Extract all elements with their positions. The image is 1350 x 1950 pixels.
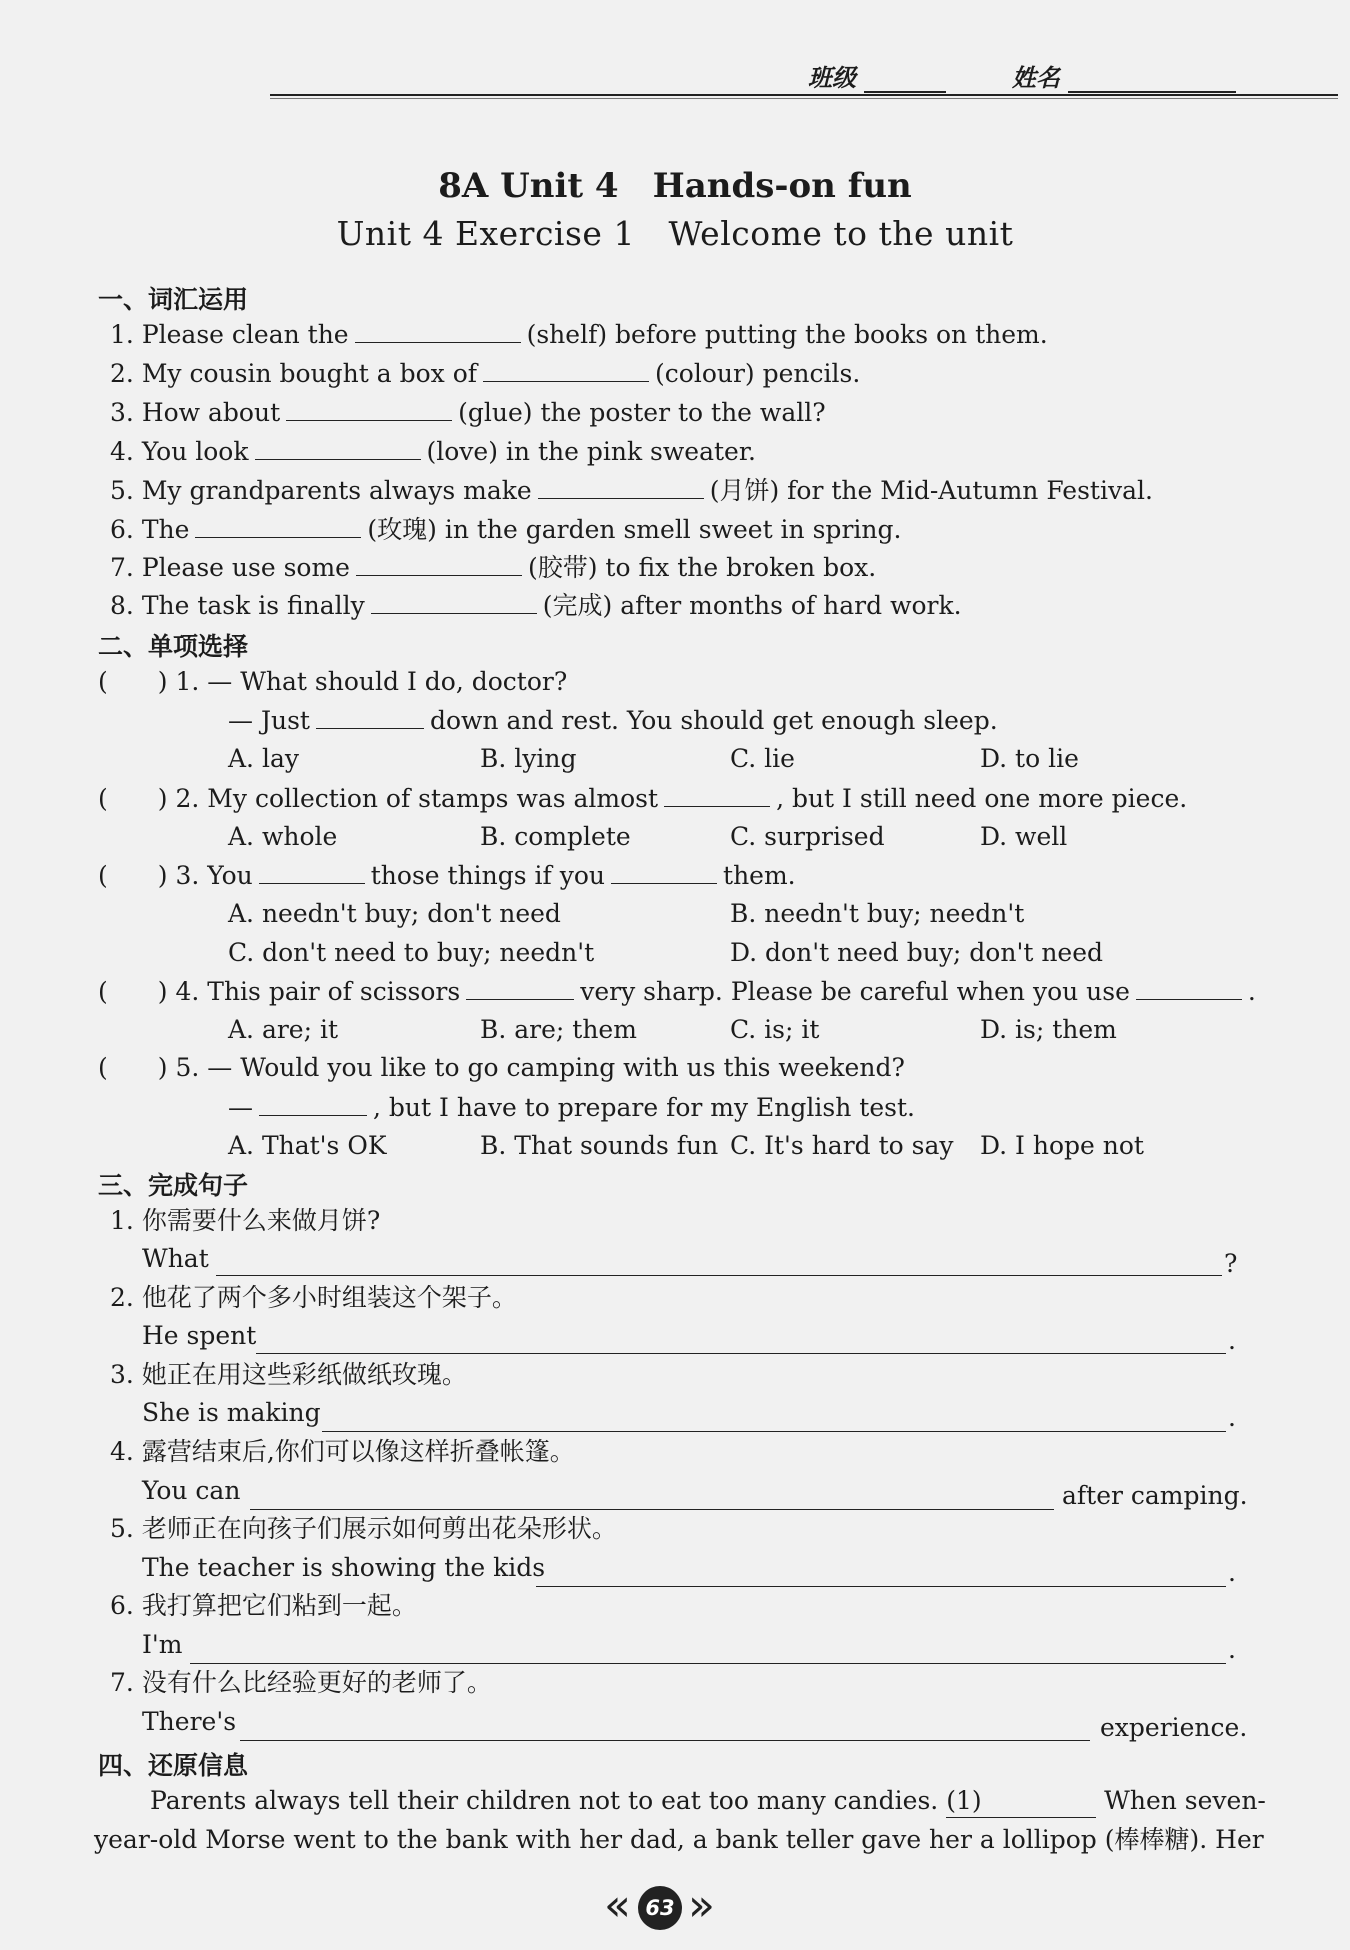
section3-heading: 三、完成句子 xyxy=(98,1171,249,1200)
answer-line[interactable] xyxy=(216,1274,1222,1276)
option[interactable]: C. don't need to buy; needn't xyxy=(228,938,595,967)
section2-heading: 二、单项选择 xyxy=(98,632,249,661)
answer-line[interactable] xyxy=(250,1508,1054,1510)
class-blank[interactable] xyxy=(864,65,946,93)
translation-item-2: 2. 他花了两个多小时组装这个架子。 xyxy=(110,1283,517,1312)
translation-item-5: 5. 老师正在向孩子们展示如何剪出花朵形状。 xyxy=(110,1514,617,1543)
answer-blank[interactable] xyxy=(286,396,452,421)
answer-blank[interactable] xyxy=(356,551,522,576)
vocab-item-1: 1. Please clean the (shelf) before putting the books on them. xyxy=(110,320,1048,349)
answer-blank[interactable] xyxy=(259,1091,367,1116)
answer-blank[interactable] xyxy=(1136,975,1242,1000)
name-field xyxy=(1012,58,1236,93)
option[interactable]: B. complete xyxy=(480,822,631,851)
chevron-left-icon: « xyxy=(604,1880,631,1931)
answer-paren[interactable]: ( ) xyxy=(98,977,168,1006)
sentence-end: ? xyxy=(1224,1249,1238,1278)
answer-blank[interactable] xyxy=(371,589,537,614)
mc-question-5-reply: — , but I have to prepare for my English test. xyxy=(228,1093,915,1122)
answer-blank[interactable] xyxy=(195,513,361,538)
option[interactable]: C. It's hard to say xyxy=(730,1131,954,1160)
translation-item-4: 4. 露营结束后,你们可以像这样折叠帐篷。 xyxy=(110,1437,575,1466)
vocab-item-2: 2. My cousin bought a box of (colour) pencils. xyxy=(110,359,861,388)
header-rule xyxy=(270,94,1338,96)
mc-question-1: ( ) 1. — What should I do, doctor? xyxy=(98,667,568,696)
sentence-end: . xyxy=(1228,1403,1236,1432)
answer-blank[interactable] xyxy=(538,474,704,499)
answer-blank[interactable] xyxy=(611,859,717,884)
answer-line[interactable] xyxy=(322,1430,1226,1432)
section4-heading: 四、还原信息 xyxy=(98,1751,249,1780)
name-blank[interactable] xyxy=(1068,65,1236,93)
answer-line[interactable] xyxy=(536,1585,1226,1587)
page-title: 8A Unit 4 Hands-on fun xyxy=(438,166,912,206)
translation-item-1: 1. 你需要什么来做月饼? xyxy=(110,1206,381,1235)
answer-paren[interactable]: ( ) xyxy=(98,667,168,696)
option[interactable]: A. are; it xyxy=(228,1015,339,1044)
option[interactable]: D. is; them xyxy=(980,1015,1117,1044)
sentence-end: experience. xyxy=(1100,1713,1248,1742)
sentence-start: There's xyxy=(142,1707,237,1736)
option[interactable]: D. don't need buy; don't need xyxy=(730,938,1104,967)
answer-blank[interactable] xyxy=(483,357,649,382)
answer-blank[interactable] xyxy=(664,782,770,807)
translation-item-7: 7. 没有什么比经验更好的老师了。 xyxy=(110,1668,492,1697)
option[interactable]: B. are; them xyxy=(480,1015,637,1044)
passage-blank-1[interactable]: (1) xyxy=(946,1785,1096,1818)
sentence-end: . xyxy=(1228,1635,1236,1664)
sentence-end: . xyxy=(1228,1326,1236,1355)
answer-paren[interactable]: ( ) xyxy=(98,861,168,890)
mc-question-3: ( ) 3. You those things if you them. xyxy=(98,861,796,890)
option[interactable]: C. is; it xyxy=(730,1015,820,1044)
sentence-end: . xyxy=(1228,1558,1236,1587)
mc-question-5: ( ) 5. — Would you like to go camping with us this weekend? xyxy=(98,1053,905,1082)
passage-line-2: year-old Morse went to the bank with her dad, a bank teller gave her a lollipop (棒棒糖). Her xyxy=(94,1825,1264,1854)
mc-question-2: ( ) 2. My collection of stamps was almost , but I still need one more piece. xyxy=(98,784,1188,813)
answer-blank[interactable] xyxy=(466,975,574,1000)
sentence-start: What xyxy=(142,1244,209,1273)
answer-paren[interactable]: ( ) xyxy=(98,784,168,813)
option[interactable]: D. I hope not xyxy=(980,1131,1144,1160)
chevron-right-icon: » xyxy=(688,1880,715,1931)
vocab-item-7: 7. Please use some (胶带) to fix the broken box. xyxy=(110,553,877,582)
option[interactable]: C. lie xyxy=(730,744,795,773)
answer-line[interactable] xyxy=(190,1662,1226,1664)
translation-item-3: 3. 她正在用这些彩纸做纸玫瑰。 xyxy=(110,1360,467,1389)
vocab-item-6: 6. The (玫瑰) in the garden smell sweet in spring. xyxy=(110,515,902,544)
answer-line[interactable] xyxy=(256,1352,1226,1354)
sentence-start: I'm xyxy=(142,1630,183,1659)
option[interactable]: B. lying xyxy=(480,744,577,773)
header-rule-thin xyxy=(270,98,1338,99)
answer-blank[interactable] xyxy=(355,318,521,343)
class-label: 班级 xyxy=(808,64,856,92)
vocab-item-3: 3. How about (glue) the poster to the wall? xyxy=(110,398,826,427)
sentence-start: She is making xyxy=(142,1398,321,1427)
page-number: 63 xyxy=(638,1886,682,1930)
answer-blank[interactable] xyxy=(316,704,424,729)
translation-item-6: 6. 我打算把它们粘到一起。 xyxy=(110,1591,417,1620)
mc-question-4: ( ) 4. This pair of scissors very sharp. Please be careful when you use . xyxy=(98,977,1256,1006)
answer-line[interactable] xyxy=(240,1739,1090,1741)
answer-blank[interactable] xyxy=(259,859,365,884)
option[interactable]: A. needn't buy; don't need xyxy=(228,899,561,928)
vocab-item-5: 5. My grandparents always make (月饼) for the Mid-Autumn Festival. xyxy=(110,476,1153,505)
sentence-start: The teacher is showing the kids xyxy=(142,1553,546,1582)
option[interactable]: D. well xyxy=(980,822,1068,851)
answer-paren[interactable]: ( ) xyxy=(98,1053,168,1082)
option[interactable]: A. That's OK xyxy=(228,1131,387,1160)
name-label: 姓名 xyxy=(1012,64,1060,92)
vocab-item-4: 4. You look (love) in the pink sweater. xyxy=(110,437,756,466)
answer-blank[interactable] xyxy=(255,435,421,460)
option[interactable]: B. needn't buy; needn't xyxy=(730,899,1025,928)
sentence-start: He spent xyxy=(142,1321,257,1350)
option[interactable]: B. That sounds fun xyxy=(480,1131,719,1160)
section1-heading: 一、词汇运用 xyxy=(98,285,249,314)
option[interactable]: D. to lie xyxy=(980,744,1079,773)
sentence-start: You can xyxy=(142,1476,241,1505)
passage-line-1: Parents always tell their children not to eat too many candies. (1) When seven- xyxy=(150,1785,1266,1818)
option[interactable]: A. whole xyxy=(228,822,338,851)
sentence-end: after camping. xyxy=(1062,1481,1248,1510)
option[interactable]: C. surprised xyxy=(730,822,885,851)
mc-question-1-reply: — Just down and rest. You should get enough sleep. xyxy=(228,706,998,735)
page-subtitle: Unit 4 Exercise 1 Welcome to the unit xyxy=(336,214,1014,253)
class-field xyxy=(808,58,946,93)
option[interactable]: A. lay xyxy=(228,744,299,773)
vocab-item-8: 8. The task is finally (完成) after months of hard work. xyxy=(110,591,962,620)
